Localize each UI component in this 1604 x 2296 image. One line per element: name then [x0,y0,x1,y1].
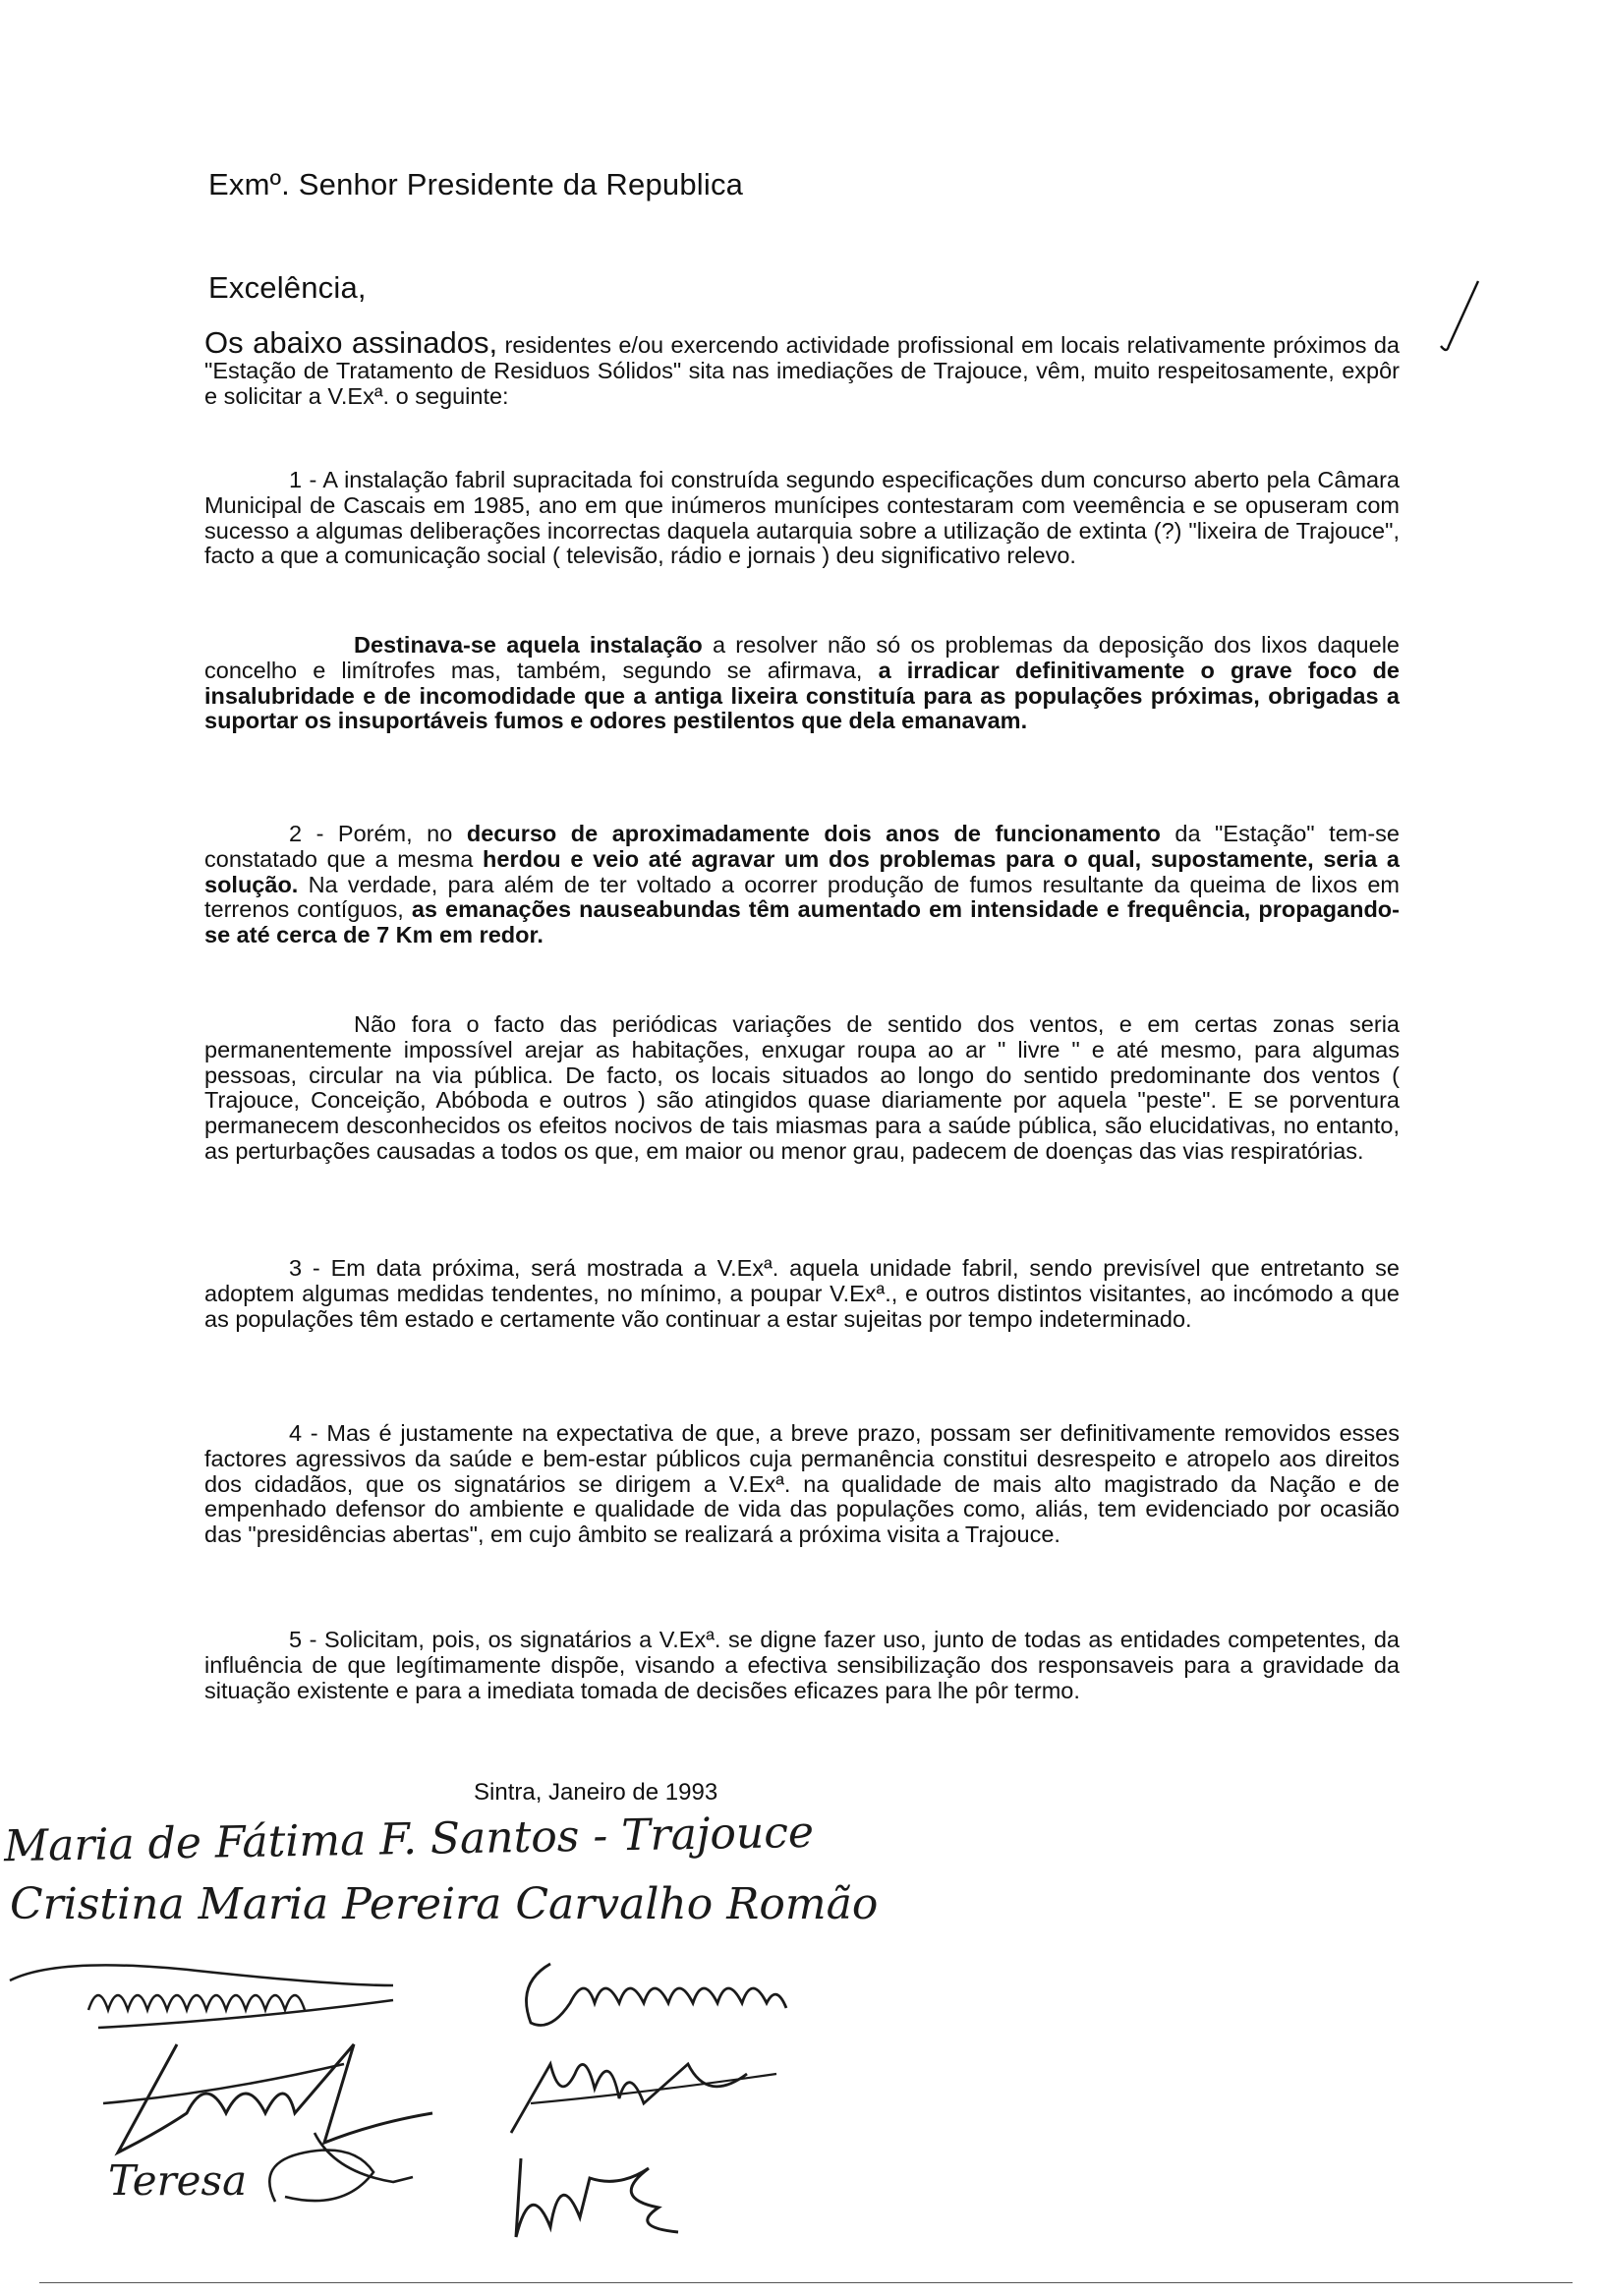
signature-scribble-2 [511,1944,826,2042]
letter-title: Exmº. Senhor Presidente da Republica [208,167,744,201]
signature-scribble-1 [0,1951,413,2039]
signature-3: Teresa [108,2156,248,2205]
signature-1: Maria de Fátima F. Santos - Trajouce [3,1807,815,1872]
intro-paragraph: Os abaixo assinados, residentes e/ou exercendo actividade profissional em locais relativamente próximos da "Estação de Tratamento de Residuos Sólidos" sita nas imediações de Trajouce, vêm, muito respeitosamente, expôr e solicitar a V.Exª. o seguinte: [204,325,1400,409]
letter-greeting: Excelência, [208,270,367,305]
signature-scribble-5 [501,2139,698,2247]
paragraph-1b: Destinava-se aquela instalação a resolver não só os problemas da deposição dos lixos daquele concelho e limítrofes mas, também, segundo se afirmava, a irradicar definitivamente o grave foco de insalubridade e de incomodidade que a antiga lixeira constituía para as populações próximas, obrigadas a suportar os insuportáveis fumos e odores pestilentos que dela emanavam. [204,632,1400,734]
paragraph-5: 5 - Solicitam, pois, os signatários a V.Exª. se digne fazer uso, junto de todas as entidades competentes, da influência de que legítimamente dispõe, visando a efectiva sensibilização dos responsaveis para a gravidade da situação existente e para a imediata tomada de decisões eficazes para lhe pôr termo. [204,1627,1400,1703]
paragraph-3: 3 - Em data próxima, será mostrada a V.Exª. aquela unidade fabril, sendo previsível que entretanto se adoptem algumas medidas tendentes, no mínimo, a poupar V.Exª., e outros distintos visitantes, ao incómodo a que as populações têm estado e certamente vão continuar a estar sujeitas por tempo indeterminado. [204,1255,1400,1332]
paragraph-2: 2 - Porém, no decurso de aproximadamente dois anos de funcionamento da "Estação" tem-se constatado que a mesma herdou e veio até agravar um dos problemas para o qual, supostamente, seria a solução. Na verdade, para além de ter voltado a ocorrer produção de fumos resultante da queima de lixos em terrenos contíguos, as emanações nauseabundas têm aumentado em intensidade e frequência, propagando-se até cerca de 7 Km em redor. [204,821,1400,948]
paragraph-4: 4 - Mas é justamente na expectativa de que, a breve prazo, possam ser definitivamente removidos esses factores agressivos da saúde e bem-estar públicos cuja permanência constitui desrespeito e atropelo aos direitos dos cidadãos, que os signatários se dirigem a V.Exª. na qualidade de mais alto magistrado da Nação e de empenhado defensor do ambiente e qualidade de vida das populações como, aliás, tem evidenciado por ocasião das "presidências abertas", em cujo âmbito se realizará a próxima visita a Trajouce. [204,1420,1400,1548]
paragraph-2b: Não fora o facto das periódicas variações de sentido dos ventos, e em certas zonas seria permanentemente impossível arejar as habitações, enxugar roupa ao ar " livre " e até mesmo, para algumas pessoas, circular na via pública. De facto, os locais situados ao longo do sentido predominante dos ventos ( Trajouce, Conceição, Abóboda e outros ) são atingidos quase diariamente por aquela "peste". E se porventura permanecem desconhecidos os efeitos nocivos de tais miasmas para a saúde pública, são elucidativas, no entanto, as perturbações causadas a todos os que, em maior ou menor grau, padecem de doenças das vias respiratórias. [204,1011,1400,1164]
margin-check-mark [1437,277,1482,356]
signature-scribble-4 [491,2044,786,2143]
signature-scribble-6 [246,2113,423,2221]
page-bottom-edge [39,2282,1573,2283]
signature-2: Cristina Maria Pereira Carvalho Romão [10,1879,879,1929]
place-and-date: Sintra, Janeiro de 1993 [474,1779,718,1806]
paragraph-1: 1 - A instalação fabril supracitada foi construída segundo especificações dum concurso aberto pela Câmara Municipal de Cascais em 1985, ano em que inúmeros munícipes contestaram com veemência e se opuseram com sucesso a algumas deliberações incorrectas daquela autarquia sobre a utilização de extinta (?) "lixeira de Trajouce", facto a que a comunicação social ( televisão, rádio e jornais ) deu significativo relevo. [204,467,1400,569]
